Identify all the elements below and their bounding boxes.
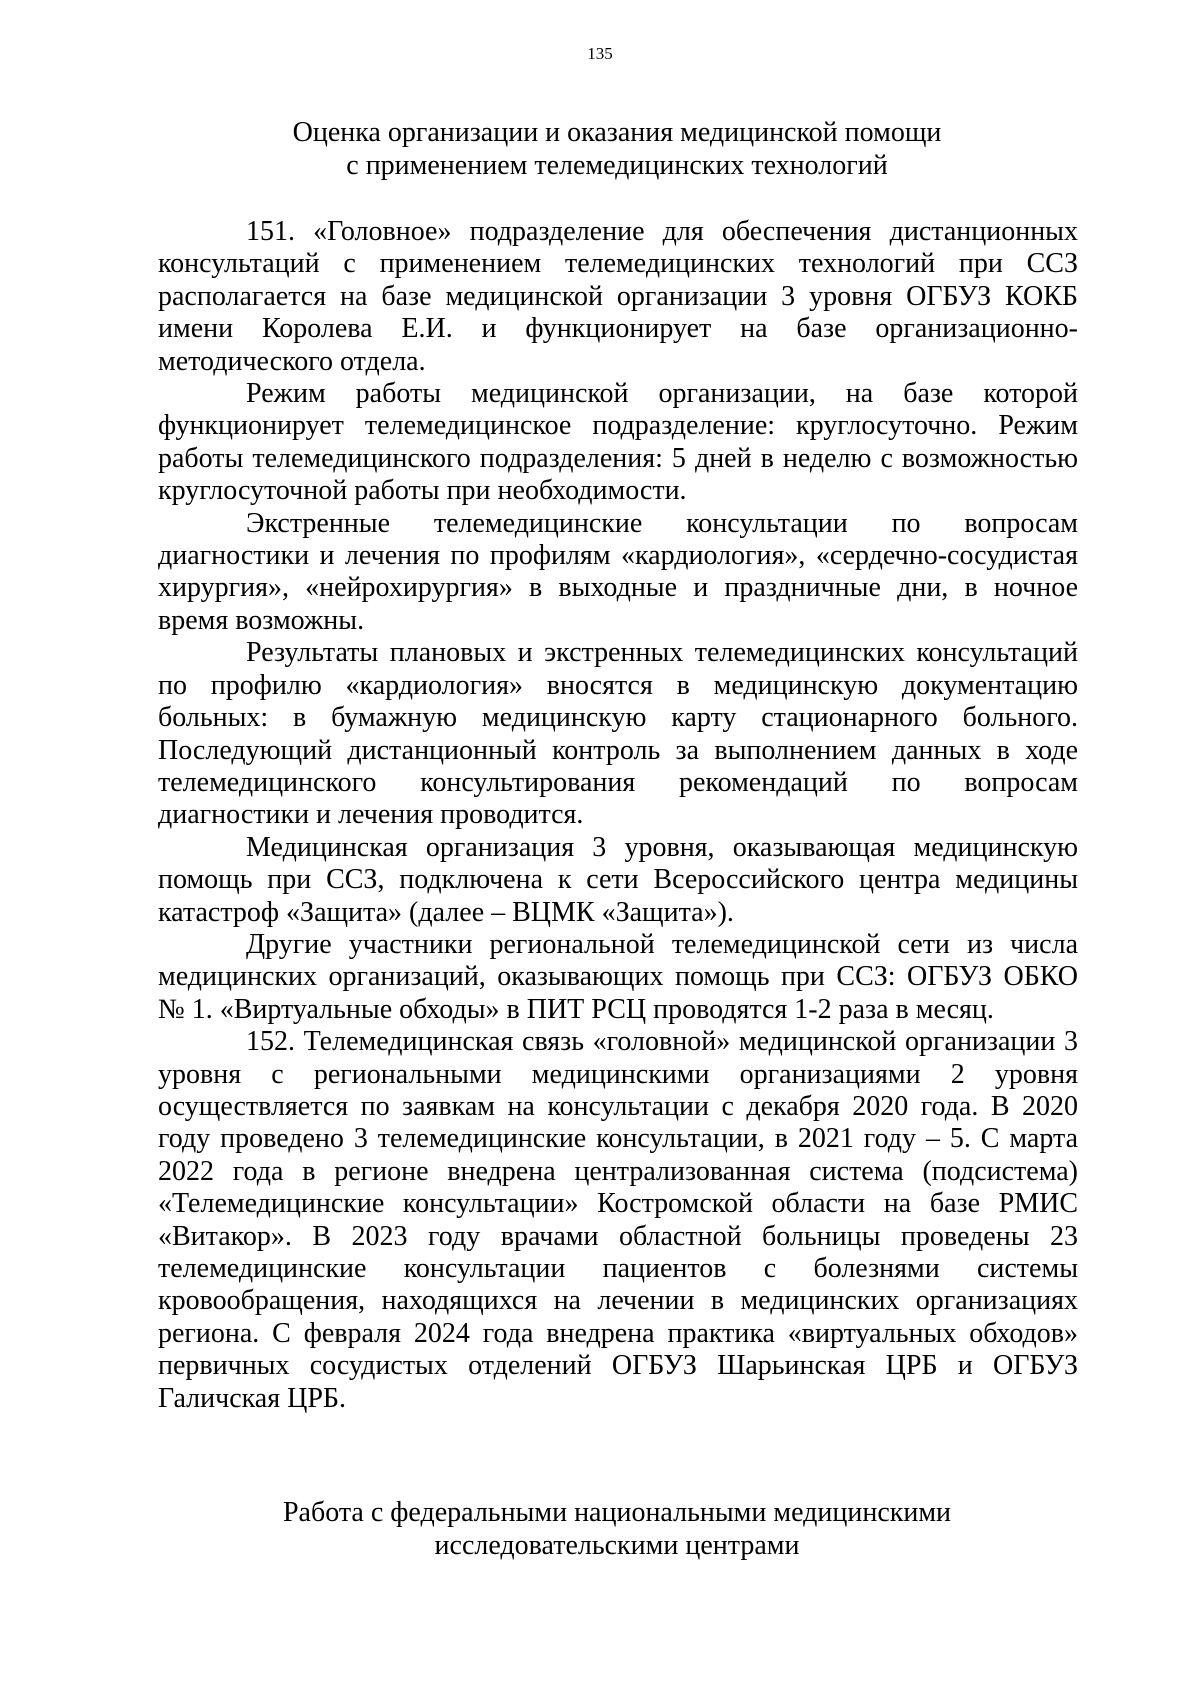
section-heading-federal-centers xyxy=(0,1496,1200,1562)
section-heading-line: с применением телемедицинских технологий xyxy=(346,150,888,181)
paragraph: Результаты плановых и экстренных телемедицинских консультаций по профилю «кардиология» вносятся в медицинскую документацию больных: в бумажную медицинскую карту стационарного больного. Последующий дистанционный контроль за выполнением данных в ходе телемедицинского консультирования рекомендаций по вопросам диагностики и лечения проводится. xyxy=(158,637,1078,831)
section-heading-line: исследовательскими центрами xyxy=(434,1530,800,1561)
body-text xyxy=(158,216,1078,1415)
paragraph: Медицинская организация 3 уровня, оказывающая медицинскую помощь при ССЗ, подключена к сети Всероссийского центра медицины катастроф «Защита» (далее – ВЦМК «Защита»). xyxy=(158,831,1078,928)
paragraph: Экстренные телемедицинские консультации по вопросам диагностики и лечения по профилям «кардиология», «сердечно-сосудистая хирургия», «нейрохирургия» в выходные и праздничные дни, в ночное время возможны. xyxy=(158,507,1078,636)
section-heading-line: Работа с федеральными национальными медицинскими xyxy=(282,1497,952,1528)
paragraph: Режим работы медицинской организации, на базе которой функционирует телемедицинское подразделение: круглосуточно. Режим работы телемедицинского подразделения: 5 дней в неделю с возможностью круглосуточной работы при необходимости. xyxy=(158,378,1078,507)
section-heading-line: Оценка организации и оказания медицинской помощи xyxy=(292,117,942,148)
paragraph-152: 152. Телемедицинская связь «головной» медицинской организации 3 уровня с региональными медицинскими организациями 2 уровня осуществляется по заявкам на консультации с декабря 2020 года. В 2020 году проведено 3 телемедицинские консультации, в 2021 году – 5. С марта 2022 года в регионе внедрена централизованная система (подсистема) «Телемедицинские консультации» Костромской области на базе РМИС «Витакор». В 2023 году врачами областной больницы проведены 23 телемедицинские консультации пациентов с болезнями системы кровообращения, находящихся на лечении в медицинских организациях региона. С февраля 2024 года внедрена практика «виртуальных обходов» первичных сосудистых отделений ОГБУЗ Шарьинская ЦРБ и ОГБУЗ Галичская ЦРБ. xyxy=(158,1026,1078,1414)
paragraph: Другие участники региональной телемедицинской сети из числа медицинских организаций, оказывающих помощь при ССЗ: ОГБУЗ ОБКО № 1. «Виртуальные обходы» в ПИТ РСЦ проводятся 1-2 раза в месяц. xyxy=(158,928,1078,1025)
page-number: 135 xyxy=(587,44,613,63)
section-heading-telemedicine xyxy=(0,116,1200,182)
paragraph-151: 151. «Головное» подразделение для обеспечения дистанционных консультаций с применением телемедицинских технологий при ССЗ располагается на базе медицинской организации 3 уровня ОГБУЗ КОКБ имени Королева Е.И. и функционирует на базе организационно-методического отдела. xyxy=(158,216,1078,377)
